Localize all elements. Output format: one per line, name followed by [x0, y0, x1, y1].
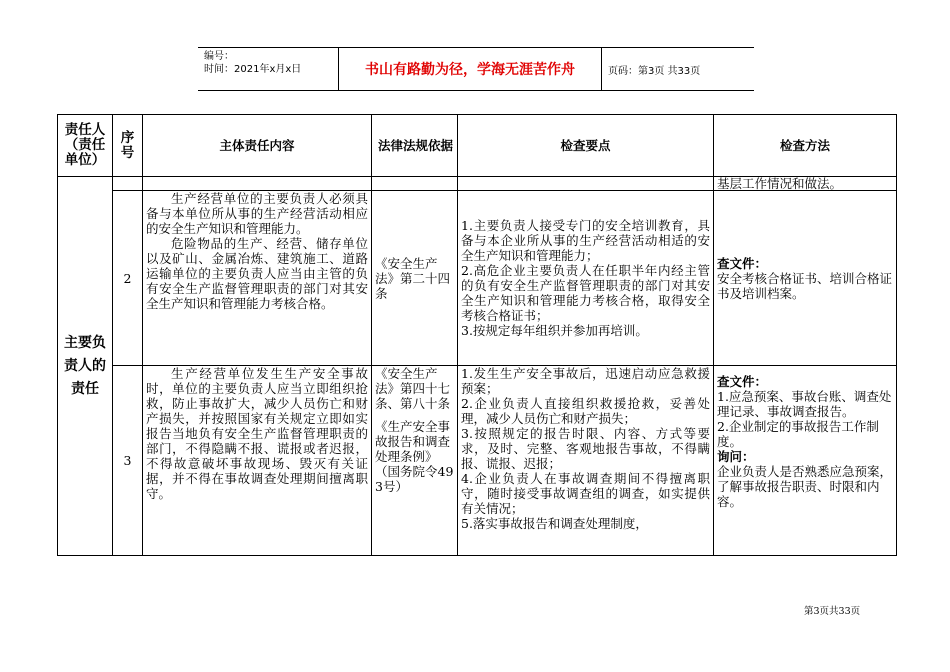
content-paragraph: 生产经营单位的主要负责人必须具备与本单位所从事的生产经营活动相应的安全生产知识和管理能力。 — [146, 191, 368, 236]
empty-cell — [372, 177, 458, 191]
header-responsible: 责任人（责任单位） — [58, 115, 113, 177]
row-seq: 2 — [113, 191, 143, 366]
responsible-group-cell: 主要负责人的责任 — [58, 177, 113, 556]
method-title: 询问： — [717, 449, 755, 464]
table-row — [58, 191, 897, 366]
method-line: 2.企业制定的事故报告工作制度。 — [717, 419, 879, 449]
empty-cell — [113, 177, 143, 191]
law-text: 《生产安全事故报告和调查处理条例》（国务院令493号） — [375, 419, 454, 494]
point-item: 2.企业负责人直接组织救援抢救，妥善处理，减少人员伤亡和财产损失； — [461, 396, 710, 426]
carry-over-method: 基层工作情况和做法。 — [714, 177, 897, 191]
header-motto: 书山有路勤为径，学海无涯苦作舟 — [338, 48, 602, 90]
spacer — [717, 366, 893, 374]
content-paragraph: 危险物品的生产、经营、储存单位以及矿山、金属冶炼、建筑施工、道路运输单位的主要负责人应当由主管的负有安全生产监督管理职责的部门对其安全生产知识和管理能力考核合格。 — [146, 236, 368, 311]
method-line: 企业负责人是否熟悉应急预案，了解事故报告职责、时限和内容。 — [717, 464, 893, 509]
method-title: 查文件： — [717, 255, 768, 271]
header-seq: 序号 — [113, 115, 143, 177]
point-item: 5.落实事故报告和调查处理制度， — [461, 516, 648, 531]
method-title: 查文件： — [717, 374, 768, 389]
row-seq: 3 — [113, 366, 143, 556]
header-meta — [198, 48, 338, 90]
point-item: 3.按照规定的报告时限、内容、方式等要求，及时、完整、客观地报告事故，不得瞒报、谎报、迟报； — [461, 426, 710, 471]
row-method — [714, 366, 897, 556]
point-item: 2.高危企业主要负责人在任职半年内经主管的负有安全生产监督管理职责的部门对其安全生产知识和管理能力考核合格，取得安全考核合格证书； — [461, 263, 710, 323]
row-content — [143, 366, 372, 556]
header-method: 检查方法 — [714, 115, 897, 177]
row-content — [143, 191, 372, 366]
time-label: 时间：2021年x月x日 — [204, 64, 302, 75]
method-line: 安全考核合格证书、培训合格证书及培训档案。 — [717, 270, 893, 301]
page-footer: 第3页共33页 — [804, 606, 861, 617]
row-points — [458, 366, 714, 556]
law-text: 《安全生产法》第四十七条、第八十条 — [375, 366, 451, 411]
point-item: 4.企业负责人在事故调查期间不得擅离职守，随时接受事故调查组的调查，如实提供有关情况； — [461, 471, 710, 516]
carry-over-row — [58, 177, 897, 191]
responsibility-table — [57, 114, 897, 556]
row-law — [372, 366, 458, 556]
number-label: 编号： — [204, 51, 234, 62]
method-line: 1.应急预案、事故台账、调查处理记录、事故调查报告。 — [717, 389, 892, 419]
row-law — [372, 191, 458, 366]
page-header — [198, 47, 754, 91]
point-item: 3.按规定每年组织并参加再培训。 — [461, 323, 648, 338]
point-item: 1.主要负责人接受专门的安全培训教育，具备与本企业所从事的生产经营活动相适的安全生产知识和管理能力； — [461, 218, 710, 263]
spacer — [375, 411, 454, 419]
law-text: 《安全生产法》第二十四条 — [375, 255, 451, 301]
table-row — [58, 366, 897, 556]
point-item: 1.发生生产安全事故后，迅速启动应急救援预案； — [461, 366, 710, 396]
header-law: 法律法规依据 — [372, 115, 458, 177]
empty-cell — [143, 177, 372, 191]
header-content: 主体责任内容 — [143, 115, 372, 177]
table-header-row — [58, 115, 897, 177]
header-page-code: 页码：第3页 共33页 — [608, 65, 701, 77]
header-points: 检查要点 — [458, 115, 714, 177]
row-method — [714, 191, 897, 366]
row-points — [458, 191, 714, 366]
content-paragraph: 生产经营单位发生生产安全事故时，单位的主要负责人应当立即组织抢救，防止事故扩大，减少人员伤亡和财产损失，并按照国家有关规定立即如实报告当地负有安全生产监督管理职责的部门，不得隐瞒不报、谎报或者迟报，不得故意破坏事故现场、毁灭有关证据，并不得在事故调查处理期间擅离职守。 — [146, 366, 368, 501]
empty-cell — [458, 177, 714, 191]
